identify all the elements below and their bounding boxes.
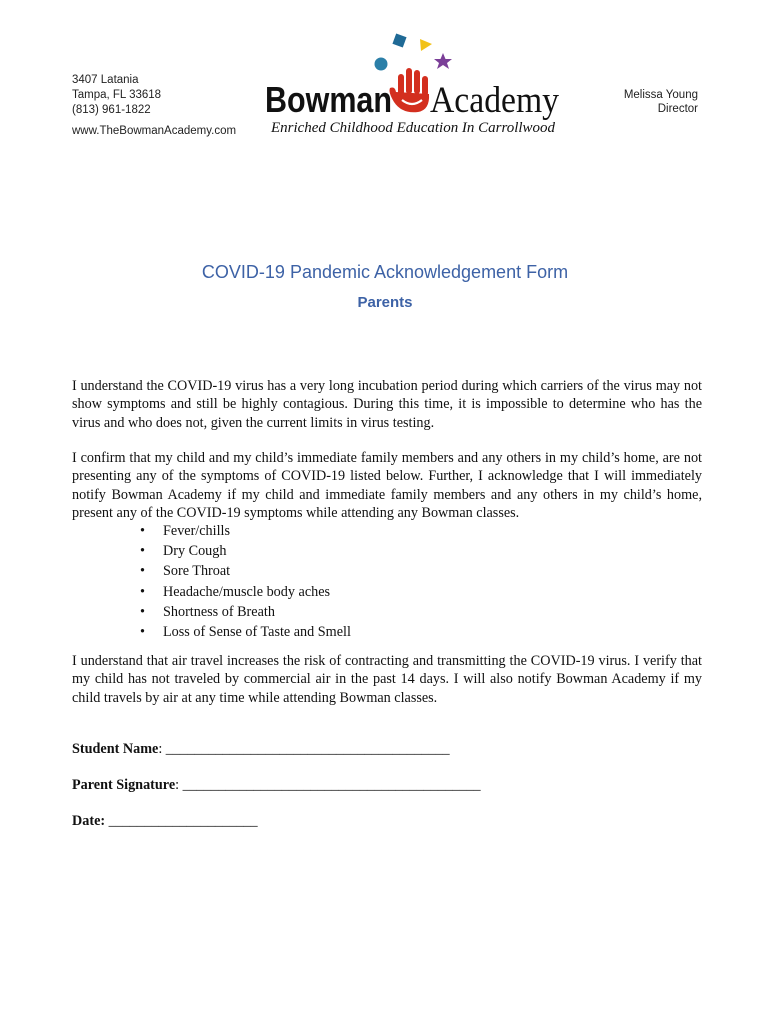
student-name-field[interactable] <box>72 741 450 758</box>
logo-word-bowman: Bowman <box>265 79 392 120</box>
list-item <box>72 582 572 602</box>
logo-triangle-shape <box>420 39 432 51</box>
symptom-label: Sore Throat <box>163 563 231 580</box>
logo-circle-shape <box>375 58 388 71</box>
bullet-icon: • <box>140 563 145 580</box>
symptom-label: Loss of Sense of Taste and Smell <box>163 624 351 641</box>
director-name: Melissa Young <box>623 89 698 101</box>
address-city: Tampa, FL 33618 <box>72 89 162 101</box>
date-blank[interactable]: _____________________ <box>105 813 258 829</box>
symptom-label: Dry Cough <box>163 543 227 560</box>
address-block <box>72 73 236 139</box>
paragraph-confirmation: I confirm that my child and my child’s immediate family members and any others in my child’s home, are not presenting any of the symptoms of COVID-19 listed below. Further, I acknowledge that I will immediately notify Bowman Academy if my child and immediate family members and any others in my child’s home, present any of the COVID-19 symptoms while attending any Bowman classes. <box>72 450 702 522</box>
list-item <box>72 521 572 541</box>
bullet-icon: • <box>140 523 145 539</box>
date-label: Date: <box>72 813 106 829</box>
form-subtitle: Parents <box>357 294 413 311</box>
parent-signature-field[interactable] <box>72 777 481 794</box>
student-name-blank[interactable]: : ________________________________________ <box>158 741 450 757</box>
bullet-icon: • <box>140 624 145 641</box>
website-link[interactable]: www.TheBowmanAcademy.com <box>72 125 237 137</box>
paragraph-air-travel: I understand that air travel increases the risk of contracting and transmitting the COVID-19 virus. I verify that my child has not traveled by commercial air in the past 14 days. I will also notify Bowman Academy if my child travels by air at any time while attending Bowman classes. <box>72 653 702 706</box>
list-item <box>72 622 572 642</box>
parent-signature-label: Parent Signature <box>72 777 176 793</box>
list-item <box>72 561 572 581</box>
date-field[interactable] <box>72 813 258 830</box>
logo-graphic <box>262 30 562 138</box>
paragraph-incubation: I understand the COVID-19 virus has a very long incubation period during which carriers of the virus may not show symptoms and still be highly contagious. During this time, it is impossible to determine who has the virus and who does not, given the current limits in virus testing. <box>72 378 702 431</box>
symptom-label: Shortness of Breath <box>163 603 275 620</box>
bullet-icon: • <box>140 543 145 560</box>
list-item <box>72 541 572 561</box>
logo-word-academy: Academy <box>430 80 560 121</box>
director-title: Director <box>657 103 698 115</box>
bullet-icon: • <box>140 583 145 600</box>
address-street: 3407 Latania <box>72 74 139 86</box>
logo-star-shape <box>434 53 452 69</box>
logo-square-shape <box>392 33 406 47</box>
director-block <box>624 88 698 116</box>
logo-tagline: Enriched Childhood Education In Carrollwood <box>270 120 556 136</box>
symptoms-list <box>72 521 572 642</box>
symptom-label: Headache/muscle body aches <box>163 583 331 600</box>
bowman-academy-logo <box>262 30 562 138</box>
form-title: COVID-19 Pandemic Acknowledgement Form <box>201 262 569 282</box>
bullet-icon: • <box>140 603 145 620</box>
parent-signature-blank[interactable]: : __________________________________________ <box>175 777 481 793</box>
symptom-label: Fever/chills <box>163 523 230 539</box>
list-item <box>72 602 572 622</box>
address-phone: (813) 961-1822 <box>72 104 151 116</box>
logo-hand-icon <box>390 68 430 112</box>
student-name-label: Student Name <box>72 741 159 757</box>
